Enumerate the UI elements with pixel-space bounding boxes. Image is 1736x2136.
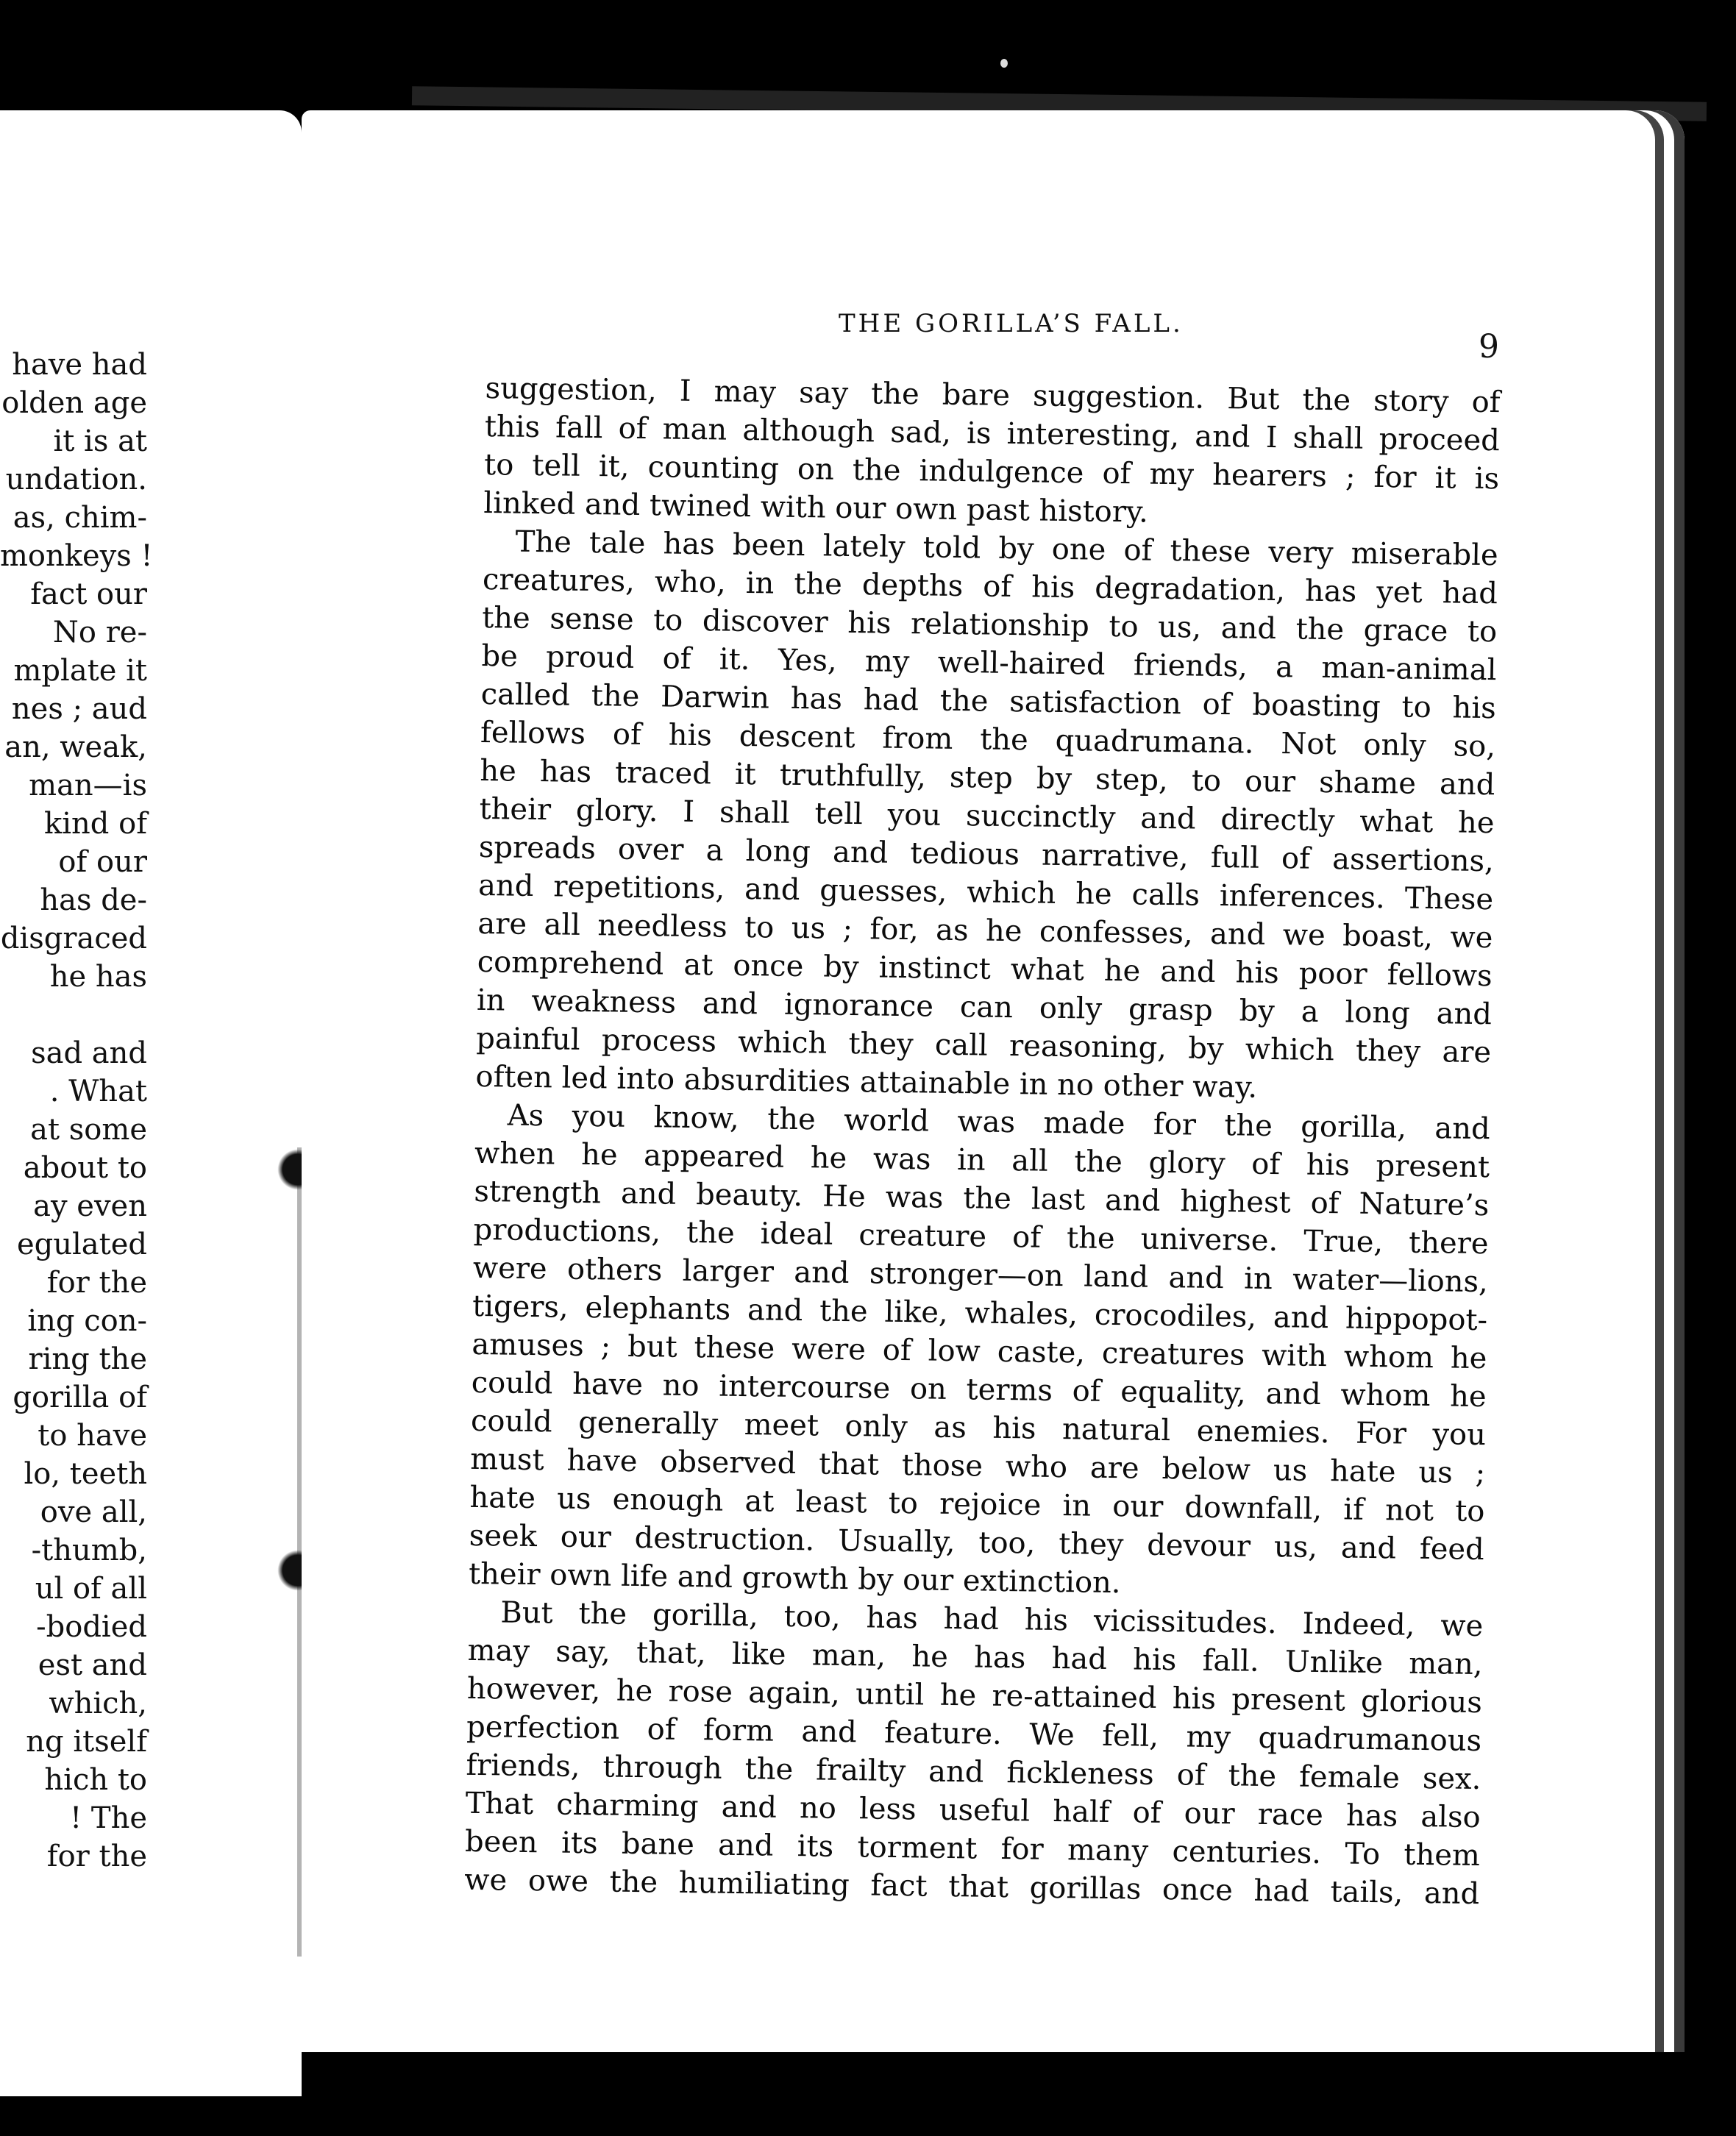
body-line: spreads over a long and tedious narrative, full of assertions, xyxy=(478,830,1495,879)
left-fragment-line: monkeys ! xyxy=(0,539,153,573)
left-fragment-line: ul of all xyxy=(35,1572,147,1606)
body-line: could generally meet only as his natural enemies. For you xyxy=(470,1403,1487,1453)
body-line: creatures, who, in the depths of his degradation, has yet had xyxy=(482,562,1498,611)
body-line: often led into absurdities attainable in no other way. xyxy=(475,1059,1258,1105)
body-line: in weakness and ignorance can only grasp by a long and xyxy=(476,983,1493,1032)
left-fragment-line: he has xyxy=(49,960,147,994)
left-fragment-line: . What xyxy=(49,1075,147,1108)
left-fragment-line: at some xyxy=(30,1113,147,1147)
running-title: THE GORILLA’S FALL. xyxy=(839,309,1184,338)
left-page-text-fragments xyxy=(0,346,153,1876)
left-fragment-line: sad and xyxy=(31,1036,147,1070)
left-fragment-line: fact our xyxy=(30,577,147,611)
left-fragment-line: to have xyxy=(38,1419,147,1453)
left-fragment-line: ay even xyxy=(33,1189,147,1223)
left-fragment-line: of our xyxy=(58,845,147,879)
body-line: comprehend at once by instinct what he and his poor fellows xyxy=(477,944,1493,994)
page-number: 9 xyxy=(1479,328,1499,366)
left-fragment-line: ! The xyxy=(70,1801,147,1835)
body-line: we owe the humiliating fact that gorillas once had tails, and xyxy=(464,1862,1480,1912)
left-fragment-line: as, chim- xyxy=(13,501,147,535)
body-line: this fall of man although sad, is interesting, and I shall proceed xyxy=(484,409,1501,458)
body-line: productions, the ideal creature of the universe. True, there xyxy=(473,1212,1489,1261)
left-fragment-line: about to xyxy=(23,1151,147,1185)
left-fragment-line: for the xyxy=(46,1840,147,1873)
body-line: to tell it, counting on the indulgence of my hearers ; for it is xyxy=(483,447,1500,496)
body-line: must have observed that those who are below us hate us ; xyxy=(469,1442,1486,1491)
body-line: friends, through the frailty and fickleness of the female sex. xyxy=(466,1748,1481,1797)
body-line: The tale has been lately told by one of these very miserable xyxy=(515,524,1498,573)
body-line: their own life and growth by our extinction. xyxy=(468,1556,1121,1601)
body-line: he has traced it truthfully, step by step, to our shame and xyxy=(480,753,1495,802)
body-line: be proud of it. Yes, my well-haired friends, a man-animal xyxy=(481,638,1497,688)
body-line: however, he rose again, until he re-attained his present glorious xyxy=(466,1671,1483,1720)
body-line: tigers, elephants and the like, whales, crocodiles, and hippopot- xyxy=(472,1289,1488,1338)
left-fragment-line: man—is xyxy=(29,769,147,802)
left-fragment-line: undation. xyxy=(5,463,147,496)
left-fragment-line: No re- xyxy=(52,616,147,649)
left-fragment-line: -bodied xyxy=(36,1610,147,1644)
body-line: were others larger and stronger—on land and in water—lions, xyxy=(472,1250,1489,1300)
body-line: been its bane and its torment for many centuries. To them xyxy=(464,1824,1481,1873)
left-fragment-line: egulated xyxy=(16,1228,147,1261)
left-fragment-line: disgraced xyxy=(0,922,147,955)
body-line: are all needless to us ; for, as he confesses, and we boast, we xyxy=(477,906,1493,955)
left-fragment-line: mplate it xyxy=(13,654,147,688)
left-fragment-line: -thumb, xyxy=(31,1534,147,1567)
body-line: As you know, the world was made for the gorilla, and xyxy=(507,1098,1491,1147)
body-line: linked and twined with our own past history. xyxy=(483,485,1149,530)
dust-speck xyxy=(1000,59,1008,68)
left-fragment-line: olden age xyxy=(1,386,147,420)
left-fragment-line: have had xyxy=(12,348,147,382)
body-line: called the Darwin has had the satisfaction of boasting to his xyxy=(480,677,1497,726)
body-line: hate us enough at least to rejoice in our downfall, if not to xyxy=(469,1480,1485,1529)
left-fragment-line: est and xyxy=(38,1648,147,1682)
left-fragment-line: an, weak, xyxy=(4,730,147,764)
body-line: and repetitions, and guesses, which he calls inferences. These xyxy=(477,868,1494,917)
body-line: suggestion, I may say the bare suggestion. But the story of xyxy=(485,371,1501,420)
body-line: could have no intercourse on terms of equality, and whom he xyxy=(471,1365,1487,1414)
left-fragment-line: ng itself xyxy=(26,1725,147,1759)
body-line: seek our destruction. Usually, too, they devour us, and feed xyxy=(469,1518,1485,1567)
body-line: their glory. I shall tell you succinctly and directly what he xyxy=(479,791,1495,841)
body-line: strength and beauty. He was the last and highest of Nature’s xyxy=(474,1174,1490,1223)
body-line: fellows of his descent from the quadrumana. Not only so, xyxy=(480,715,1496,764)
left-fragment-line xyxy=(0,996,147,1034)
left-fragment-line: ove all, xyxy=(40,1495,147,1529)
body-line: amuses ; but these were of low caste, creatures with whom he xyxy=(472,1327,1487,1376)
left-fragment-line: it is at xyxy=(53,424,147,458)
body-line: That charming and no less useful half of our race has also xyxy=(465,1786,1481,1835)
left-fragment-line: ring the xyxy=(28,1342,147,1376)
body-line: when he appeared he was in all the glory of his present xyxy=(474,1136,1490,1185)
body-line: the sense to discover his relationship to us, and the grace to xyxy=(481,600,1498,649)
left-fragment-line: gorilla of xyxy=(13,1381,147,1414)
left-fragment-line: for the xyxy=(46,1266,147,1300)
left-fragment-line: has de- xyxy=(40,883,147,917)
body-line: may say, that, like man, he has had his fall. Unlike man, xyxy=(467,1633,1483,1682)
left-fragment-line: hich to xyxy=(44,1763,147,1797)
left-fragment-line: ing con- xyxy=(27,1304,147,1338)
left-fragment-line: kind of xyxy=(44,807,147,841)
body-text xyxy=(464,369,1501,1913)
left-fragment-line: which, xyxy=(49,1687,147,1720)
left-fragment-line: nes ; aud xyxy=(11,692,147,726)
body-line: perfection of form and feature. We fell, my quadrumanous xyxy=(466,1709,1482,1759)
left-fragment-line: lo, teeth xyxy=(24,1457,147,1491)
body-line: But the gorilla, too, has had his vicissitudes. Indeed, we xyxy=(500,1595,1484,1644)
body-line: painful process which they call reasoning, by which they are xyxy=(475,1021,1492,1070)
